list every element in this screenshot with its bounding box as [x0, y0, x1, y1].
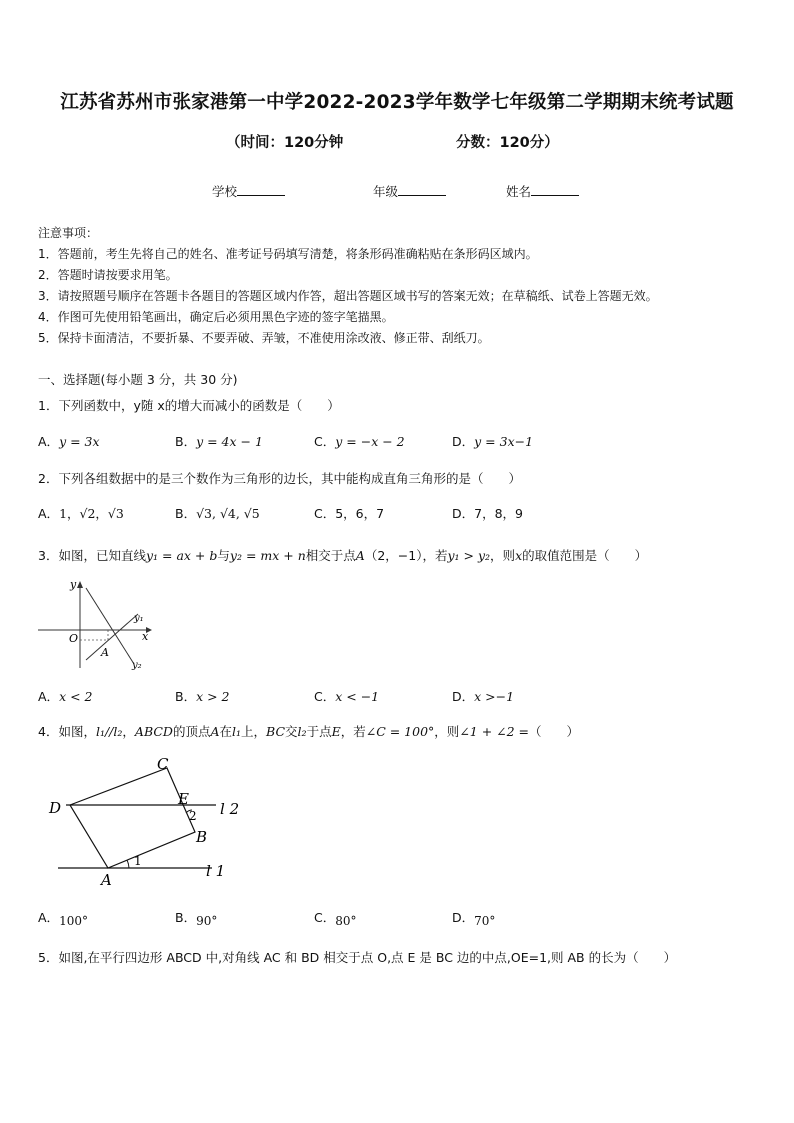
school-blank[interactable]	[237, 183, 285, 196]
option-expr: y = 3x	[59, 434, 100, 449]
stem-math: y₁ = ax + b	[145, 548, 218, 563]
stem-math: x	[515, 548, 523, 563]
angle-1-label: 1	[134, 854, 142, 868]
option-expr: 80°	[335, 914, 357, 928]
question-2-stem: 2．下列各组数据中的是三个数作为三角形的边长，其中能构成直角三角形的是（ ）	[38, 471, 521, 486]
option-letter: C．	[314, 434, 336, 449]
notice-item: 1．答题前，考生先将自己的姓名、准考证号码填写清楚，将条形码准确粘贴在条形码区域内。	[38, 247, 538, 261]
option-expr: 5，6，7	[335, 506, 385, 521]
option-expr: 100°	[59, 914, 88, 928]
option-letter: C．	[314, 689, 336, 704]
section-heading: 一、选择题(每小题 3 分，共 30 分)	[38, 372, 238, 387]
question-1-stem: 1．下列函数中，y随 x的增大而减小的函数是（ ）	[38, 398, 340, 413]
option-expr: x >−1	[474, 689, 515, 704]
stem-math: y₁ > y₂	[447, 548, 491, 563]
line-y1	[86, 614, 138, 660]
q4-option-a[interactable]	[38, 908, 88, 926]
stem-text: ，若	[340, 724, 366, 739]
vertex-c-label: C	[157, 756, 169, 773]
angle-1-arc	[127, 860, 129, 868]
stem-text: 4．如图，	[38, 724, 96, 739]
option-letter: A．	[38, 434, 60, 449]
option-expr: √3, √4, √5	[196, 506, 260, 521]
option-letter: D．	[452, 506, 475, 521]
option-letter: D．	[452, 434, 475, 449]
stem-math: E	[331, 724, 341, 739]
notice-heading: 注意事项：	[38, 226, 99, 240]
stem-text: （ ）	[529, 724, 580, 739]
q4-option-b[interactable]	[175, 908, 217, 926]
stem-math: A	[210, 724, 220, 739]
option-expr: y = 4x − 1	[196, 434, 263, 449]
grade-field[interactable]	[373, 182, 446, 200]
option-expr: y = 3x−1	[474, 434, 534, 449]
stem-math: ∠1 + ∠2 =	[459, 724, 530, 739]
option-letter: D．	[452, 910, 475, 925]
stem-text: 3．如图，已知直线	[38, 548, 146, 563]
origin-label: O	[69, 632, 79, 645]
q4-option-d[interactable]	[452, 908, 495, 926]
q3-option-d[interactable]	[452, 687, 514, 705]
q1-option-c[interactable]	[314, 432, 405, 450]
q1-option-b[interactable]	[175, 432, 263, 450]
notice-item: 4．作图可先使用铅笔画出，确定后必须用黑色字迹的签字笔描黑。	[38, 310, 394, 324]
q2-option-a[interactable]	[38, 504, 124, 522]
option-letter: C．	[314, 910, 336, 925]
option-expr: 1，√2，√3	[59, 506, 124, 521]
stem-text: 上，	[241, 724, 267, 739]
option-letter: B．	[175, 689, 197, 704]
grade-blank[interactable]	[398, 183, 446, 196]
option-letter: A．	[38, 506, 60, 521]
stem-text: 的顶点	[172, 724, 211, 739]
stem-text: 的取值范围是（ ）	[522, 548, 648, 563]
option-letter: D．	[452, 689, 475, 704]
stem-text: ，则	[434, 724, 460, 739]
q2-option-b[interactable]	[175, 504, 260, 522]
notice-item: 2．答题时请按要求用笔。	[38, 268, 178, 282]
vertex-b-label: B	[196, 828, 208, 846]
stem-text: 相交于点	[305, 548, 356, 563]
q4-option-c[interactable]	[314, 908, 357, 926]
option-letter: B．	[175, 910, 197, 925]
stem-math: ABCD	[134, 724, 173, 739]
option-expr: 7，8，9	[474, 506, 523, 521]
option-letter: A．	[38, 910, 60, 925]
stem-math: l₁//l₂	[95, 724, 123, 739]
q4-figure	[40, 756, 240, 892]
question-5-stem: 5．如图,在平行四边形 ABCD 中,对角线 AC 和 BD 相交于点 O,点 E 是 BC 边的中点,OE=1,则 AB 的长为（ ）	[38, 950, 677, 965]
parallelogram-abcd	[70, 768, 195, 868]
option-expr: x > 2	[196, 689, 230, 704]
q2-option-d[interactable]	[452, 504, 523, 522]
question-4-stem	[38, 722, 579, 740]
notice-item: 3．请按照题号顺序在答题卡各题目的答题区域内作答，超出答题区域书写的答案无效；在草稿纸、试卷上答题无效。	[38, 289, 658, 303]
stem-math: y₂ = mx + n	[229, 548, 306, 563]
notice-item: 5．保持卡面清洁，不要折暴、不要弄破、弄皱，不准使用涂改液、修正带、刮纸刀。	[38, 331, 490, 345]
stem-math: BC	[266, 724, 286, 739]
q2-option-c[interactable]	[314, 504, 384, 522]
option-expr: 90°	[196, 914, 218, 928]
q3-figure	[34, 576, 154, 672]
name-field[interactable]	[506, 182, 579, 200]
page-title: 江苏省苏州市张家港第一中学2022-2023学年数学七年级第二学期期末统考试题	[60, 92, 734, 113]
stem-math: l₂	[297, 724, 307, 739]
option-expr: y = −x − 2	[335, 434, 405, 449]
y-axis-label: y	[70, 578, 77, 591]
l1-label: l 1	[206, 862, 226, 880]
stem-math: l₁	[232, 724, 242, 739]
stem-text: ，则	[490, 548, 516, 563]
stem-text: 与	[217, 548, 230, 563]
option-expr: x < −1	[335, 689, 380, 704]
name-label: 姓名	[506, 184, 532, 199]
option-letter: A．	[38, 689, 60, 704]
option-letter: B．	[175, 506, 197, 521]
option-letter: C．	[314, 506, 336, 521]
name-blank[interactable]	[531, 183, 579, 196]
question-3-stem	[38, 546, 647, 564]
vertex-a-label: A	[101, 871, 112, 889]
stem-text: 在	[219, 724, 233, 739]
line-y2	[86, 588, 134, 664]
school-field[interactable]	[212, 182, 285, 200]
x-axis-label: x	[142, 630, 149, 643]
vertex-d-label: D	[49, 799, 62, 817]
stem-text: （2，−1），若	[364, 548, 448, 563]
q1-option-d[interactable]	[452, 432, 533, 450]
exam-time: （时间：120分钟	[226, 135, 344, 151]
stem-text: ，	[122, 724, 135, 739]
line-y1-label: y₁	[134, 613, 144, 624]
stem-math: ∠C = 100°	[365, 724, 435, 739]
q3-option-a[interactable]	[38, 687, 93, 705]
point-a-label: A	[101, 646, 109, 659]
option-expr: x < 2	[59, 689, 93, 704]
y-axis-arrow	[77, 581, 83, 588]
stem-math: A	[355, 548, 365, 563]
stem-text: 交	[285, 724, 298, 739]
q1-option-a[interactable]	[38, 432, 100, 450]
angle-2-label: 2	[189, 809, 197, 823]
exam-score: 分数：120分）	[456, 135, 559, 151]
l2-label: l 2	[220, 800, 240, 818]
stem-text: 于点	[306, 724, 332, 739]
school-label: 学校	[212, 184, 238, 199]
option-letter: B．	[175, 434, 197, 449]
option-expr: 70°	[474, 914, 496, 928]
line-y2-label: y₂	[132, 660, 142, 671]
grade-label: 年级	[373, 184, 399, 199]
q3-option-c[interactable]	[314, 687, 379, 705]
q3-option-b[interactable]	[175, 687, 230, 705]
point-e-label: E	[178, 790, 189, 808]
